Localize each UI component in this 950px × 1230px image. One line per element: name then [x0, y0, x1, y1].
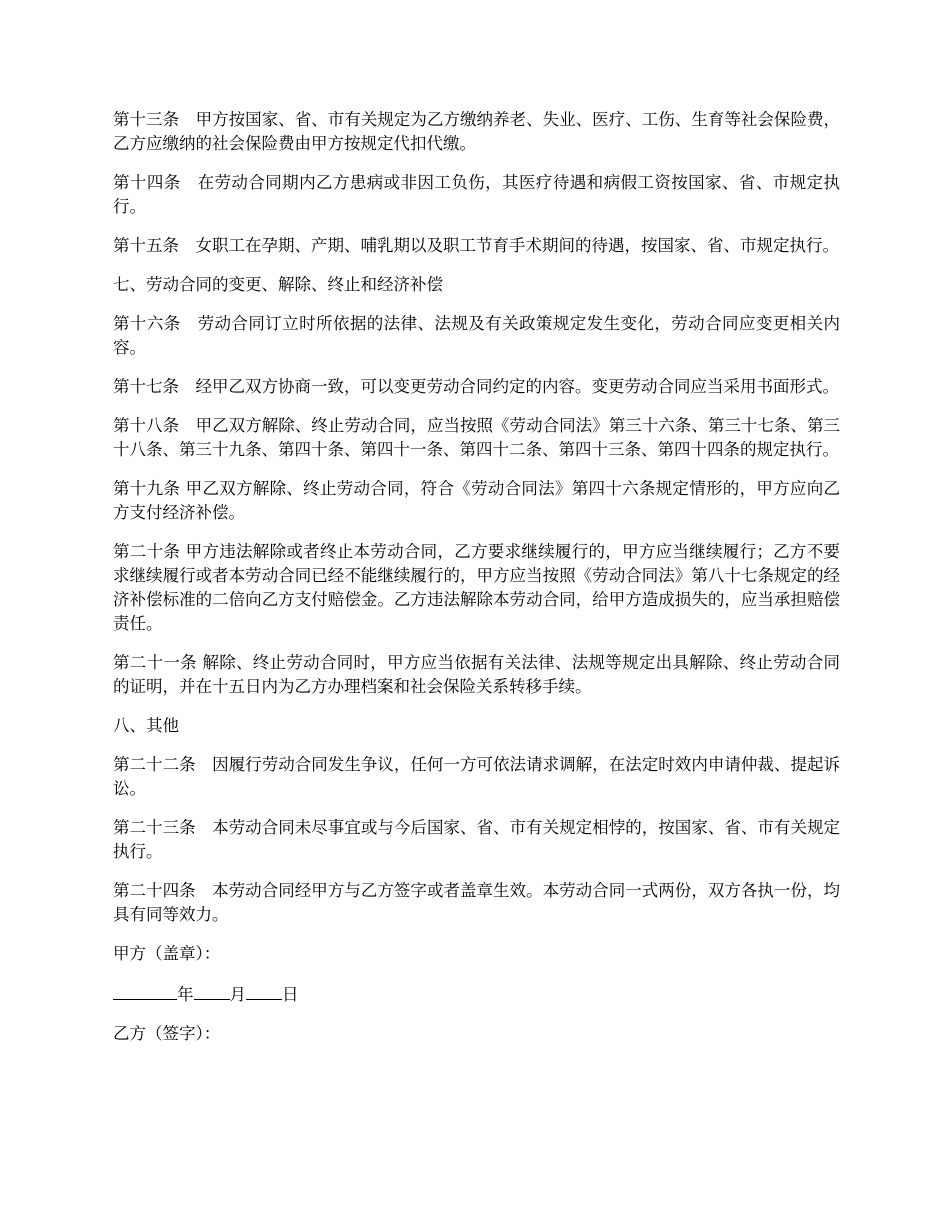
clause-15: 第十五条 女职工在孕期、产期、哺乳期以及职工节育手术期间的待遇，按国家、省、市规定执行。	[113, 236, 839, 255]
year-label: 年	[177, 985, 194, 1004]
clause-21: 第二十一条 解除、终止劳动合同时，甲方应当依据有关法律、法规等规定出具解除、终止劳动合同的证明，并在十五日内为乙方办理档案和社会保险关系转移手续。	[113, 653, 840, 696]
clause-24: 第二十四条 本劳动合同经甲方与乙方签字或者盖章生效。本劳动合同一式两份，双方各执一份，均具有同等效力。	[113, 881, 840, 924]
section-7-heading: 七、劳动合同的变更、解除、终止和经济补偿	[113, 275, 443, 294]
clause-20: 第二十条 甲方违法解除或者终止本劳动合同，乙方要求继续履行的，甲方应当继续履行；乙方不要求继续履行或者本劳动合同已经不能继续履行的，甲方应当按照《劳动合同法》第八十七条规定的经济补偿标准的二倍向乙方支付赔偿金。乙方违法解除本劳动合同，给甲方造成损失的，应当承担赔偿责任。	[113, 542, 840, 633]
day-blank[interactable]	[246, 981, 282, 1000]
clause-17: 第十七条 经甲乙双方协商一致，可以变更劳动合同约定的内容。变更劳动合同应当采用书面形式。	[113, 377, 839, 396]
month-label: 月	[229, 985, 246, 1004]
signature-date-line	[113, 981, 840, 1007]
clause-22: 第二十二条 因履行劳动合同发生争议，任何一方可依法请求调解，在法定时效内申请仲裁、提起诉讼。	[113, 755, 840, 798]
clause-16: 第十六条 劳动合同订立时所依据的法律、法规及有关政策规定发生变化，劳动合同应变更相关内容。	[113, 314, 840, 357]
month-blank[interactable]	[194, 981, 230, 1000]
clause-23: 第二十三条 本劳动合同未尽事宜或与今后国家、省、市有关规定相悖的，按国家、省、市有关规定执行。	[113, 818, 840, 861]
party-b-signature-label: 乙方（签字）：	[113, 1024, 221, 1043]
party-a-seal-label: 甲方（盖章）：	[113, 944, 221, 963]
day-label: 日	[282, 985, 299, 1004]
contract-page	[113, 108, 840, 1061]
clause-13: 第十三条 甲方按国家、省、市有关规定为乙方缴纳养老、失业、医疗、工伤、生育等社会保险费，乙方应缴纳的社会保险费由甲方按规定代扣代缴。	[113, 110, 840, 153]
clause-19: 第十九条 甲乙双方解除、终止劳动合同，符合《劳动合同法》第四十六条规定情形的，甲方应向乙方支付经济补偿。	[113, 479, 840, 522]
section-8-heading: 八、其他	[113, 716, 179, 735]
clause-18: 第十八条 甲乙双方解除、终止劳动合同，应当按照《劳动合同法》第三十六条、第三十七条、第三十八条、第三十九条、第四十条、第四十一条、第四十二条、第四十三条、第四十四条的规定执行。	[113, 416, 840, 459]
clause-14: 第十四条 在劳动合同期内乙方患病或非因工负伤，其医疗待遇和病假工资按国家、省、市规定执行。	[113, 173, 840, 216]
year-blank[interactable]	[113, 981, 177, 1000]
